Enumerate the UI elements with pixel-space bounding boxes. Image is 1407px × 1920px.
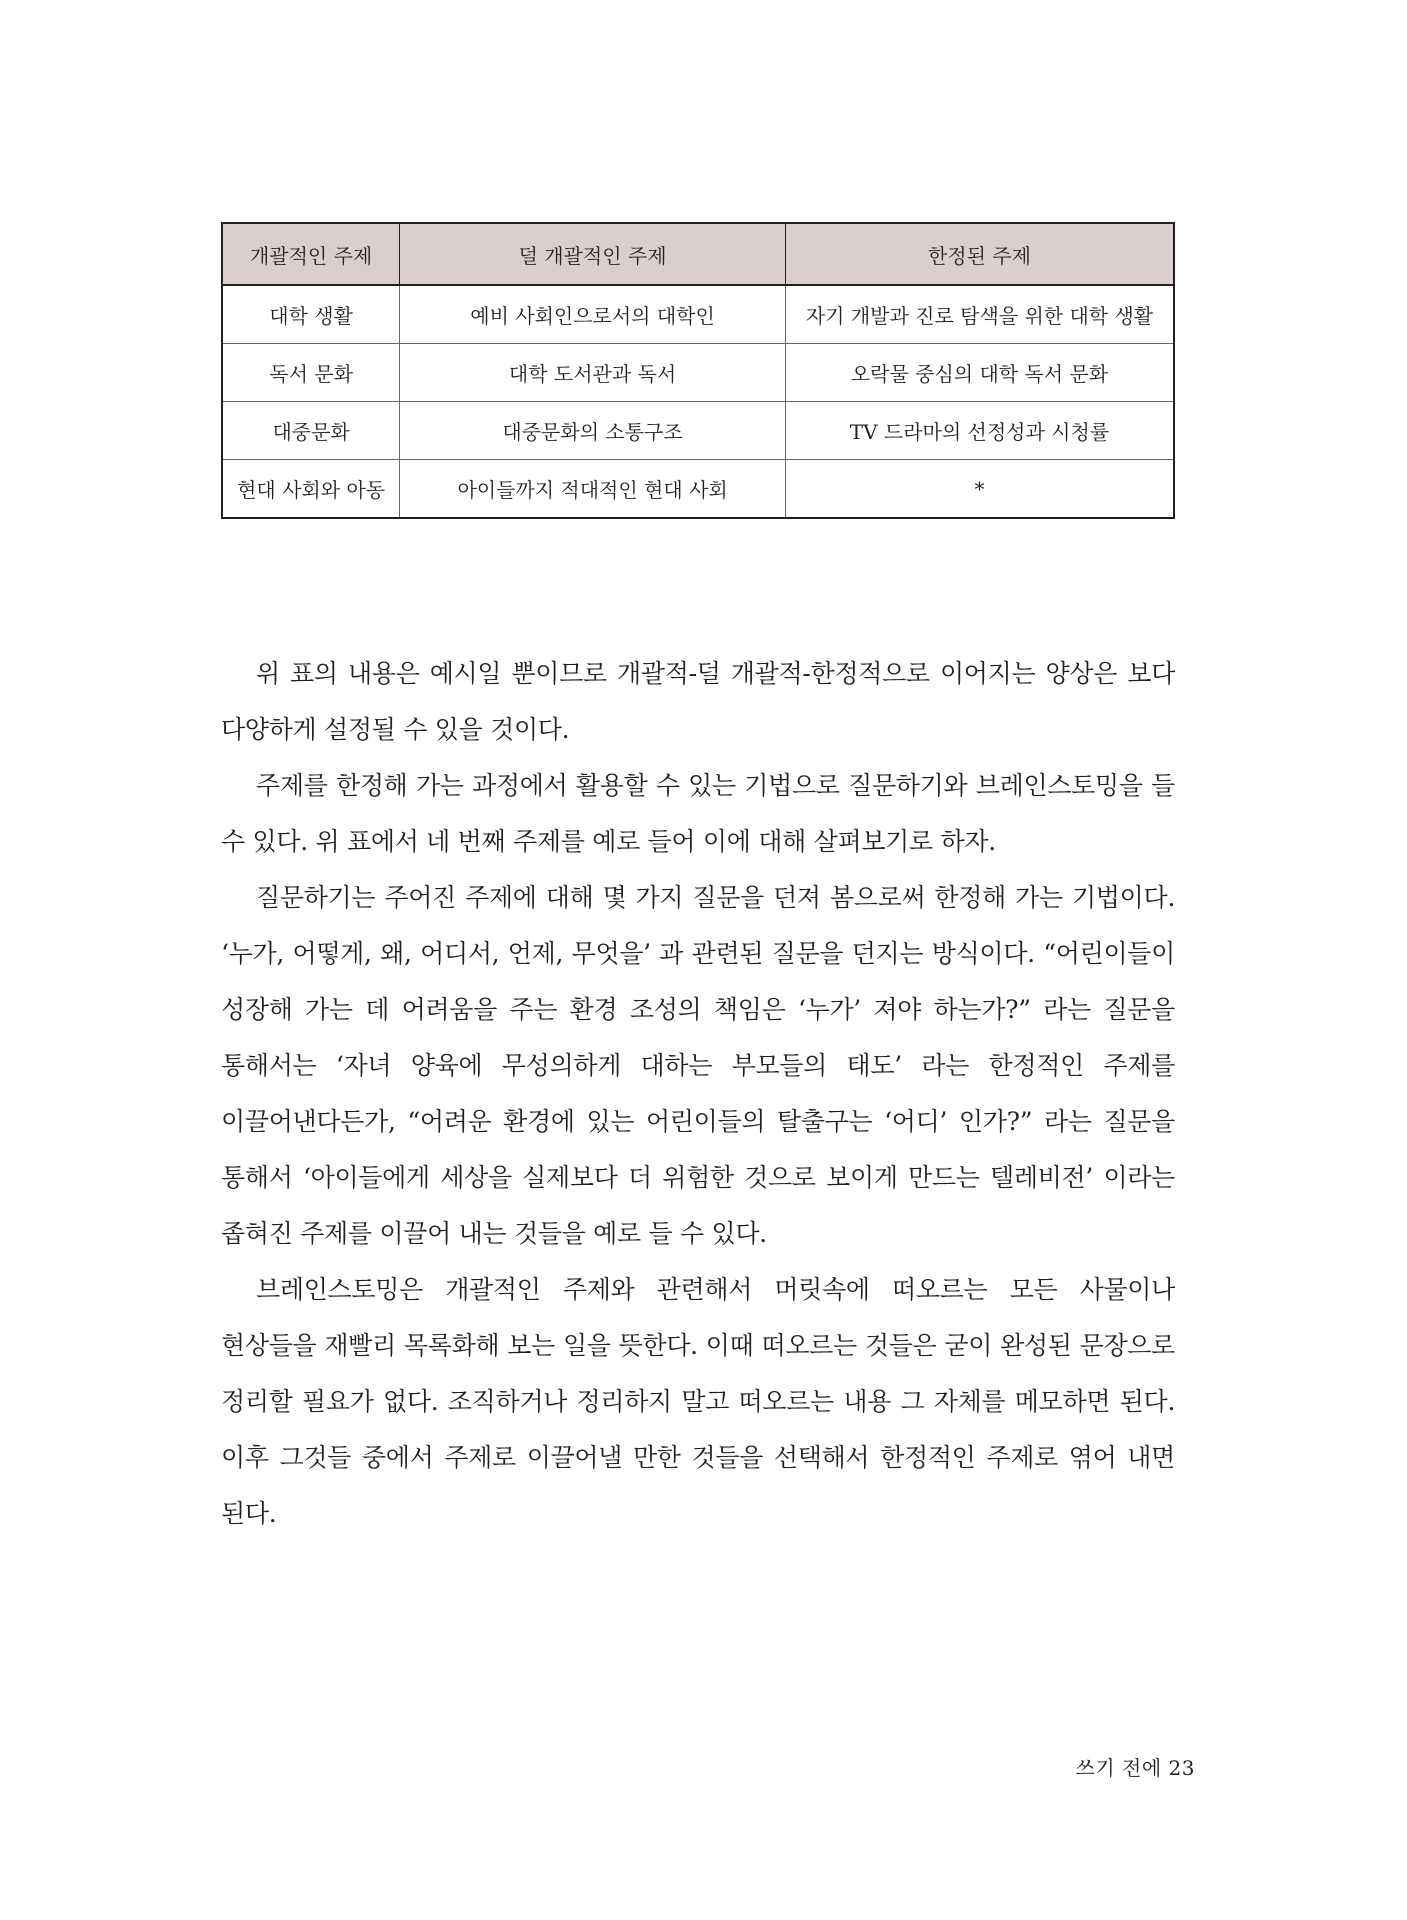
table-cell: TV 드라마의 선정성과 시청률 — [785, 402, 1174, 460]
table-cell: 대중문화의 소통구조 — [400, 402, 786, 460]
table-cell: 독서 문화 — [222, 344, 400, 402]
page-number: 23 — [1168, 1756, 1195, 1780]
table-row — [222, 285, 1174, 344]
table-header-cell: 한정된 주제 — [785, 223, 1174, 285]
body-text — [221, 646, 1175, 1542]
paragraph: 주제를 한정해 가는 과정에서 활용할 수 있는 기법으로 질문하기와 브레인스토밍을 들 수 있다. 위 표에서 네 번째 주제를 예로 들어 이에 대해 살펴보기로 하자. — [221, 771, 1175, 856]
paragraph: 질문하기는 주어진 주제에 대해 몇 가지 질문을 던져 봄으로써 한정해 가는 기법이다. ‘누가, 어떻게, 왜, 어디서, 언제, 무엇을’ 과 관련된 질문을 던지는 방식이다. “어린이들이 성장해 가는 데 어려움을 주는 환경 조성의 책임은 ‘누가’ 져야 하는가?” 라는 질문을 통해서는 ‘자녀 양육에 무성의하게 대하는 부모들의 태도’ 라는 한정적인 주제를 이끌어낸다든가, “어려운 환경에 있는 어린이들의 탈출구는 ‘어디’ 인가?” 라는 질문을 통해서 ‘아이들에게 세상을 실제보다 더 위험한 것으로 보이게 만드는 텔레비전’ 이라는 좁혀진 주제를 이끌어 내는 것들을 예로 들 수 있다. — [221, 883, 1175, 1248]
table-cell: 아이들까지 적대적인 현대 사회 — [400, 460, 786, 519]
paragraph: 위 표의 내용은 예시일 뿐이므로 개괄적-덜 개괄적-한정적으로 이어지는 양상은 보다 다양하게 설정될 수 있을 것이다. — [221, 659, 1175, 744]
table-header-cell: 덜 개괄적인 주제 — [400, 223, 786, 285]
table-cell: * — [785, 460, 1174, 519]
topic-table — [221, 222, 1175, 519]
table-cell: 오락물 중심의 대학 독서 문화 — [785, 344, 1174, 402]
table-cell: 자기 개발과 진로 탐색을 위한 대학 생활 — [785, 285, 1174, 344]
table-cell: 대중문화 — [222, 402, 400, 460]
table-cell: 대학 도서관과 독서 — [400, 344, 786, 402]
table-cell: 예비 사회인으로서의 대학인 — [400, 285, 786, 344]
running-footer-label: 쓰기 전에 — [1075, 1756, 1162, 1780]
page-footer — [1076, 1752, 1195, 1781]
paragraph: 브레인스토밍은 개괄적인 주제와 관련해서 머릿속에 떠오르는 모든 사물이나 현상들을 재빨리 목록화해 보는 일을 뜻한다. 이때 떠오르는 것들은 굳이 완성된 문장으로 정리할 필요가 없다. 조직하거나 정리하지 말고 떠오르는 내용 그 자체를 메모하면 된다. 이후 그것들 중에서 주제로 이끌어낼 만한 것들을 선택해서 한정적인 주제로 엮어 내면 된다. — [221, 1275, 1175, 1528]
table-cell: 현대 사회와 아동 — [222, 460, 400, 519]
table-row — [222, 460, 1174, 519]
table-header-cell: 개괄적인 주제 — [222, 223, 400, 285]
table-row — [222, 402, 1174, 460]
table-header-row — [222, 223, 1174, 285]
table-cell: 대학 생활 — [222, 285, 400, 344]
table-row — [222, 344, 1174, 402]
